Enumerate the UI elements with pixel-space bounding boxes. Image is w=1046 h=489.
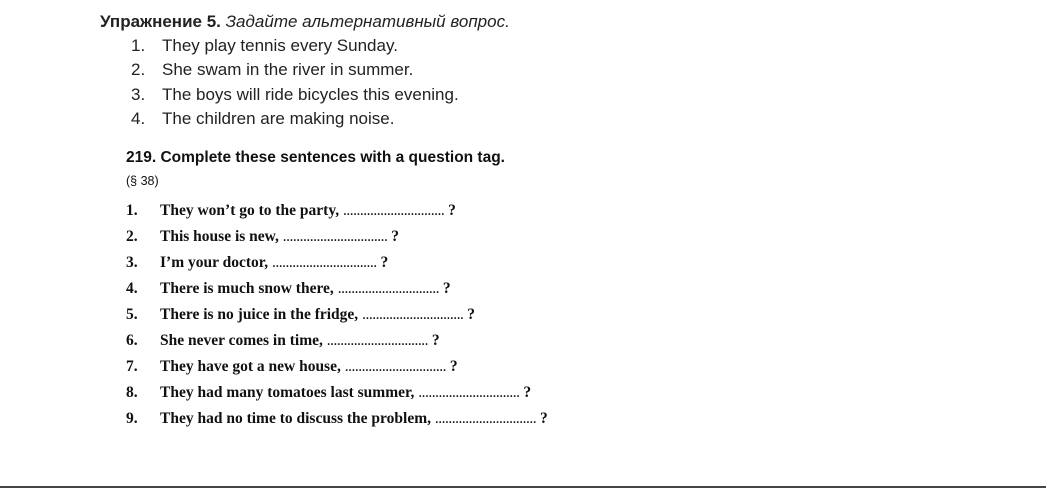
list-item <box>126 380 548 406</box>
list-item <box>100 83 510 107</box>
question-mark: ? <box>431 332 440 349</box>
item-number: 5. <box>126 306 138 323</box>
item-text: They had many tomatoes last summer, <box>160 384 415 401</box>
bottom-divider <box>0 486 1046 488</box>
question-mark: ? <box>448 202 456 219</box>
item-text: I’m your doctor, <box>160 254 269 271</box>
question-mark: ? <box>523 384 532 401</box>
list-item <box>100 58 510 82</box>
list-item <box>126 198 548 224</box>
item-number: 2. <box>126 228 138 245</box>
item-text: They have got a new house, <box>160 358 341 375</box>
answer-blank: ............................... <box>282 228 388 245</box>
answer-blank: .............................. <box>362 306 464 323</box>
item-number: 3. <box>131 84 146 104</box>
exercise-5-label: Упражнение 5. <box>100 12 221 31</box>
item-text: They had no time to discuss the problem, <box>160 410 431 427</box>
answer-blank: .............................. <box>326 332 428 349</box>
item-number: 4. <box>131 108 146 128</box>
item-number: 9. <box>126 410 138 427</box>
question-mark: ? <box>467 306 475 323</box>
item-text: She never comes in time, <box>160 332 323 349</box>
list-item <box>126 328 548 354</box>
item-number: 8. <box>126 384 138 401</box>
answer-blank: .............................. <box>342 202 445 219</box>
list-item <box>100 34 510 58</box>
exercise-219-heading: 219. Complete these sentences with a question tag. <box>126 149 505 166</box>
list-item <box>126 276 548 302</box>
exercise-219 <box>126 146 548 432</box>
question-mark: ? <box>380 254 389 271</box>
item-number: 2. <box>131 60 146 80</box>
section-reference: (§ 38) <box>126 174 159 188</box>
exercise-219-list <box>126 198 548 432</box>
exercise-5-heading <box>100 10 510 34</box>
list-item <box>126 224 548 250</box>
exercise-5-list <box>100 34 510 131</box>
item-text: There is no juice in the fridge, <box>160 306 359 323</box>
question-mark: ? <box>449 358 458 375</box>
item-number: 7. <box>126 358 138 375</box>
exercise-5 <box>100 10 510 131</box>
list-item <box>100 107 510 131</box>
list-item <box>126 354 548 380</box>
item-text: The children are making noise. <box>162 108 395 128</box>
item-text: This house is new, <box>160 228 279 245</box>
question-mark: ? <box>391 228 400 245</box>
item-number: 6. <box>126 332 138 349</box>
answer-blank: .............................. <box>344 358 446 375</box>
list-item <box>126 406 548 432</box>
answer-blank: ............................... <box>271 254 377 271</box>
list-item <box>126 250 548 276</box>
list-item <box>126 302 548 328</box>
item-number: 1. <box>126 202 138 219</box>
item-text: She swam in the river in summer. <box>162 60 414 80</box>
answer-blank: .............................. <box>434 410 537 427</box>
question-mark: ? <box>442 280 451 297</box>
item-text: The boys will ride bicycles this evening. <box>162 84 459 104</box>
item-text: There is much snow there, <box>160 280 334 297</box>
item-text: They won’t go to the party, <box>160 202 340 219</box>
answer-blank: .............................. <box>418 384 520 401</box>
item-number: 1. <box>131 36 146 55</box>
answer-blank: .............................. <box>337 280 439 297</box>
item-number: 3. <box>126 254 138 271</box>
item-text: They play tennis every Sunday. <box>162 36 398 55</box>
item-number: 4. <box>126 280 138 297</box>
question-mark: ? <box>540 410 548 427</box>
exercise-5-title: Задайте альтернативный вопрос. <box>225 12 510 31</box>
